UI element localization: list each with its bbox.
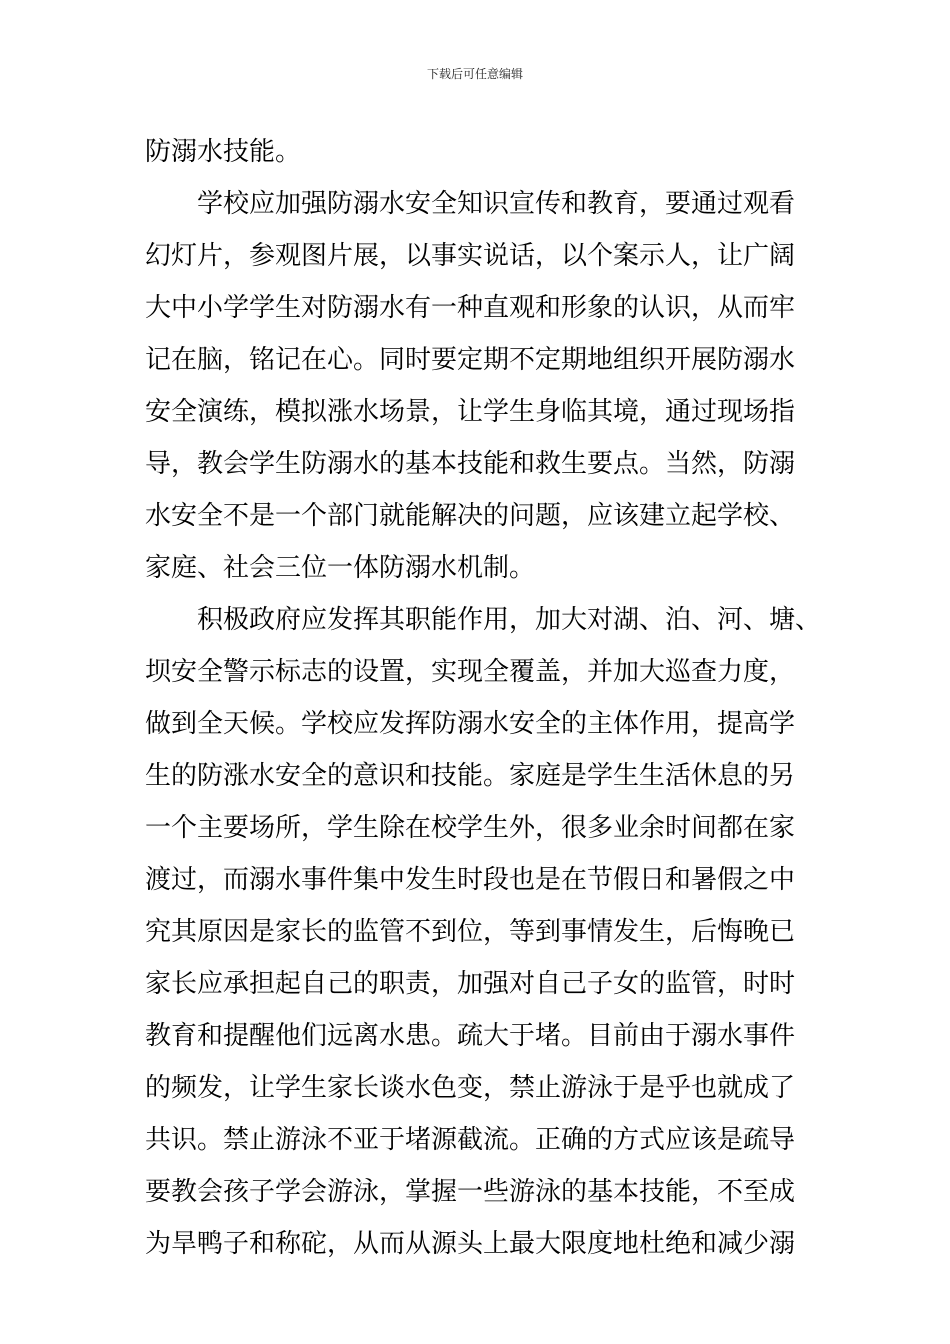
text-line: 记在脑，铭记在心。同时要定期不定期地组织开展防溺水 — [145, 345, 796, 375]
text-line: 的频发，让学生家长谈水色变，禁止游泳于是乎也就成了 — [145, 1073, 796, 1103]
text-line: 家长应承担起自己的职责，加强对自己子女的监管，时时 — [145, 969, 796, 999]
text-line: 为旱鸭子和称砣，从而从源头上最大限度地杜绝和减少溺 — [145, 1229, 796, 1259]
text-line: 做到全天候。学校应发挥防溺水安全的主体作用，提高学 — [145, 709, 796, 739]
text-line: 安全演练，模拟涨水场景，让学生身临其境，通过现场指 — [145, 397, 796, 427]
text-line: 坝安全警示标志的设置，实现全覆盖，并加大巡查力度， — [145, 657, 796, 687]
text-line: 生的防涨水安全的意识和技能。家庭是学生生活休息的另 — [145, 761, 796, 791]
text-line: 一个主要场所，学生除在校学生外，很多业余时间都在家 — [145, 813, 796, 843]
document-body — [145, 126, 845, 1270]
text-line: 大中小学学生对防溺水有一种直观和形象的认识，从而牢 — [145, 293, 796, 323]
text-line: 要教会孩子学会游泳，掌握一些游泳的基本技能，不至成 — [145, 1177, 796, 1207]
text-line: 学校应加强防溺水安全知识宣传和教育，要通过观看 — [197, 189, 796, 219]
text-line: 幻灯片，参观图片展，以事实说话，以个案示人，让广阔 — [145, 241, 796, 271]
text-line: 家庭、社会三位一体防溺水机制。 — [145, 553, 536, 583]
text-line: 渡过，而溺水事件集中发生时段也是在节假日和暑假之中 — [145, 865, 796, 895]
text-line: 水安全不是一个部门就能解决的问题，应该建立起学校、 — [145, 501, 796, 531]
text-line: 积极政府应发挥其职能作用，加大对湖、泊、河、塘、 — [197, 605, 822, 635]
text-line: 共识。禁止游泳不亚于堵源截流。正确的方式应该是疏导 — [145, 1125, 796, 1155]
page-header: 下载后可任意编辑 — [426, 67, 523, 81]
text-line: 导，教会学生防溺水的基本技能和救生要点。当然，防溺 — [145, 449, 796, 479]
text-line: 究其原因是家长的监管不到位，等到事情发生，后悔晚已 — [145, 917, 796, 947]
text-line: 防溺水技能。 — [145, 137, 302, 167]
text-line: 教育和提醒他们远离水患。疏大于堵。目前由于溺水事件 — [145, 1021, 796, 1051]
